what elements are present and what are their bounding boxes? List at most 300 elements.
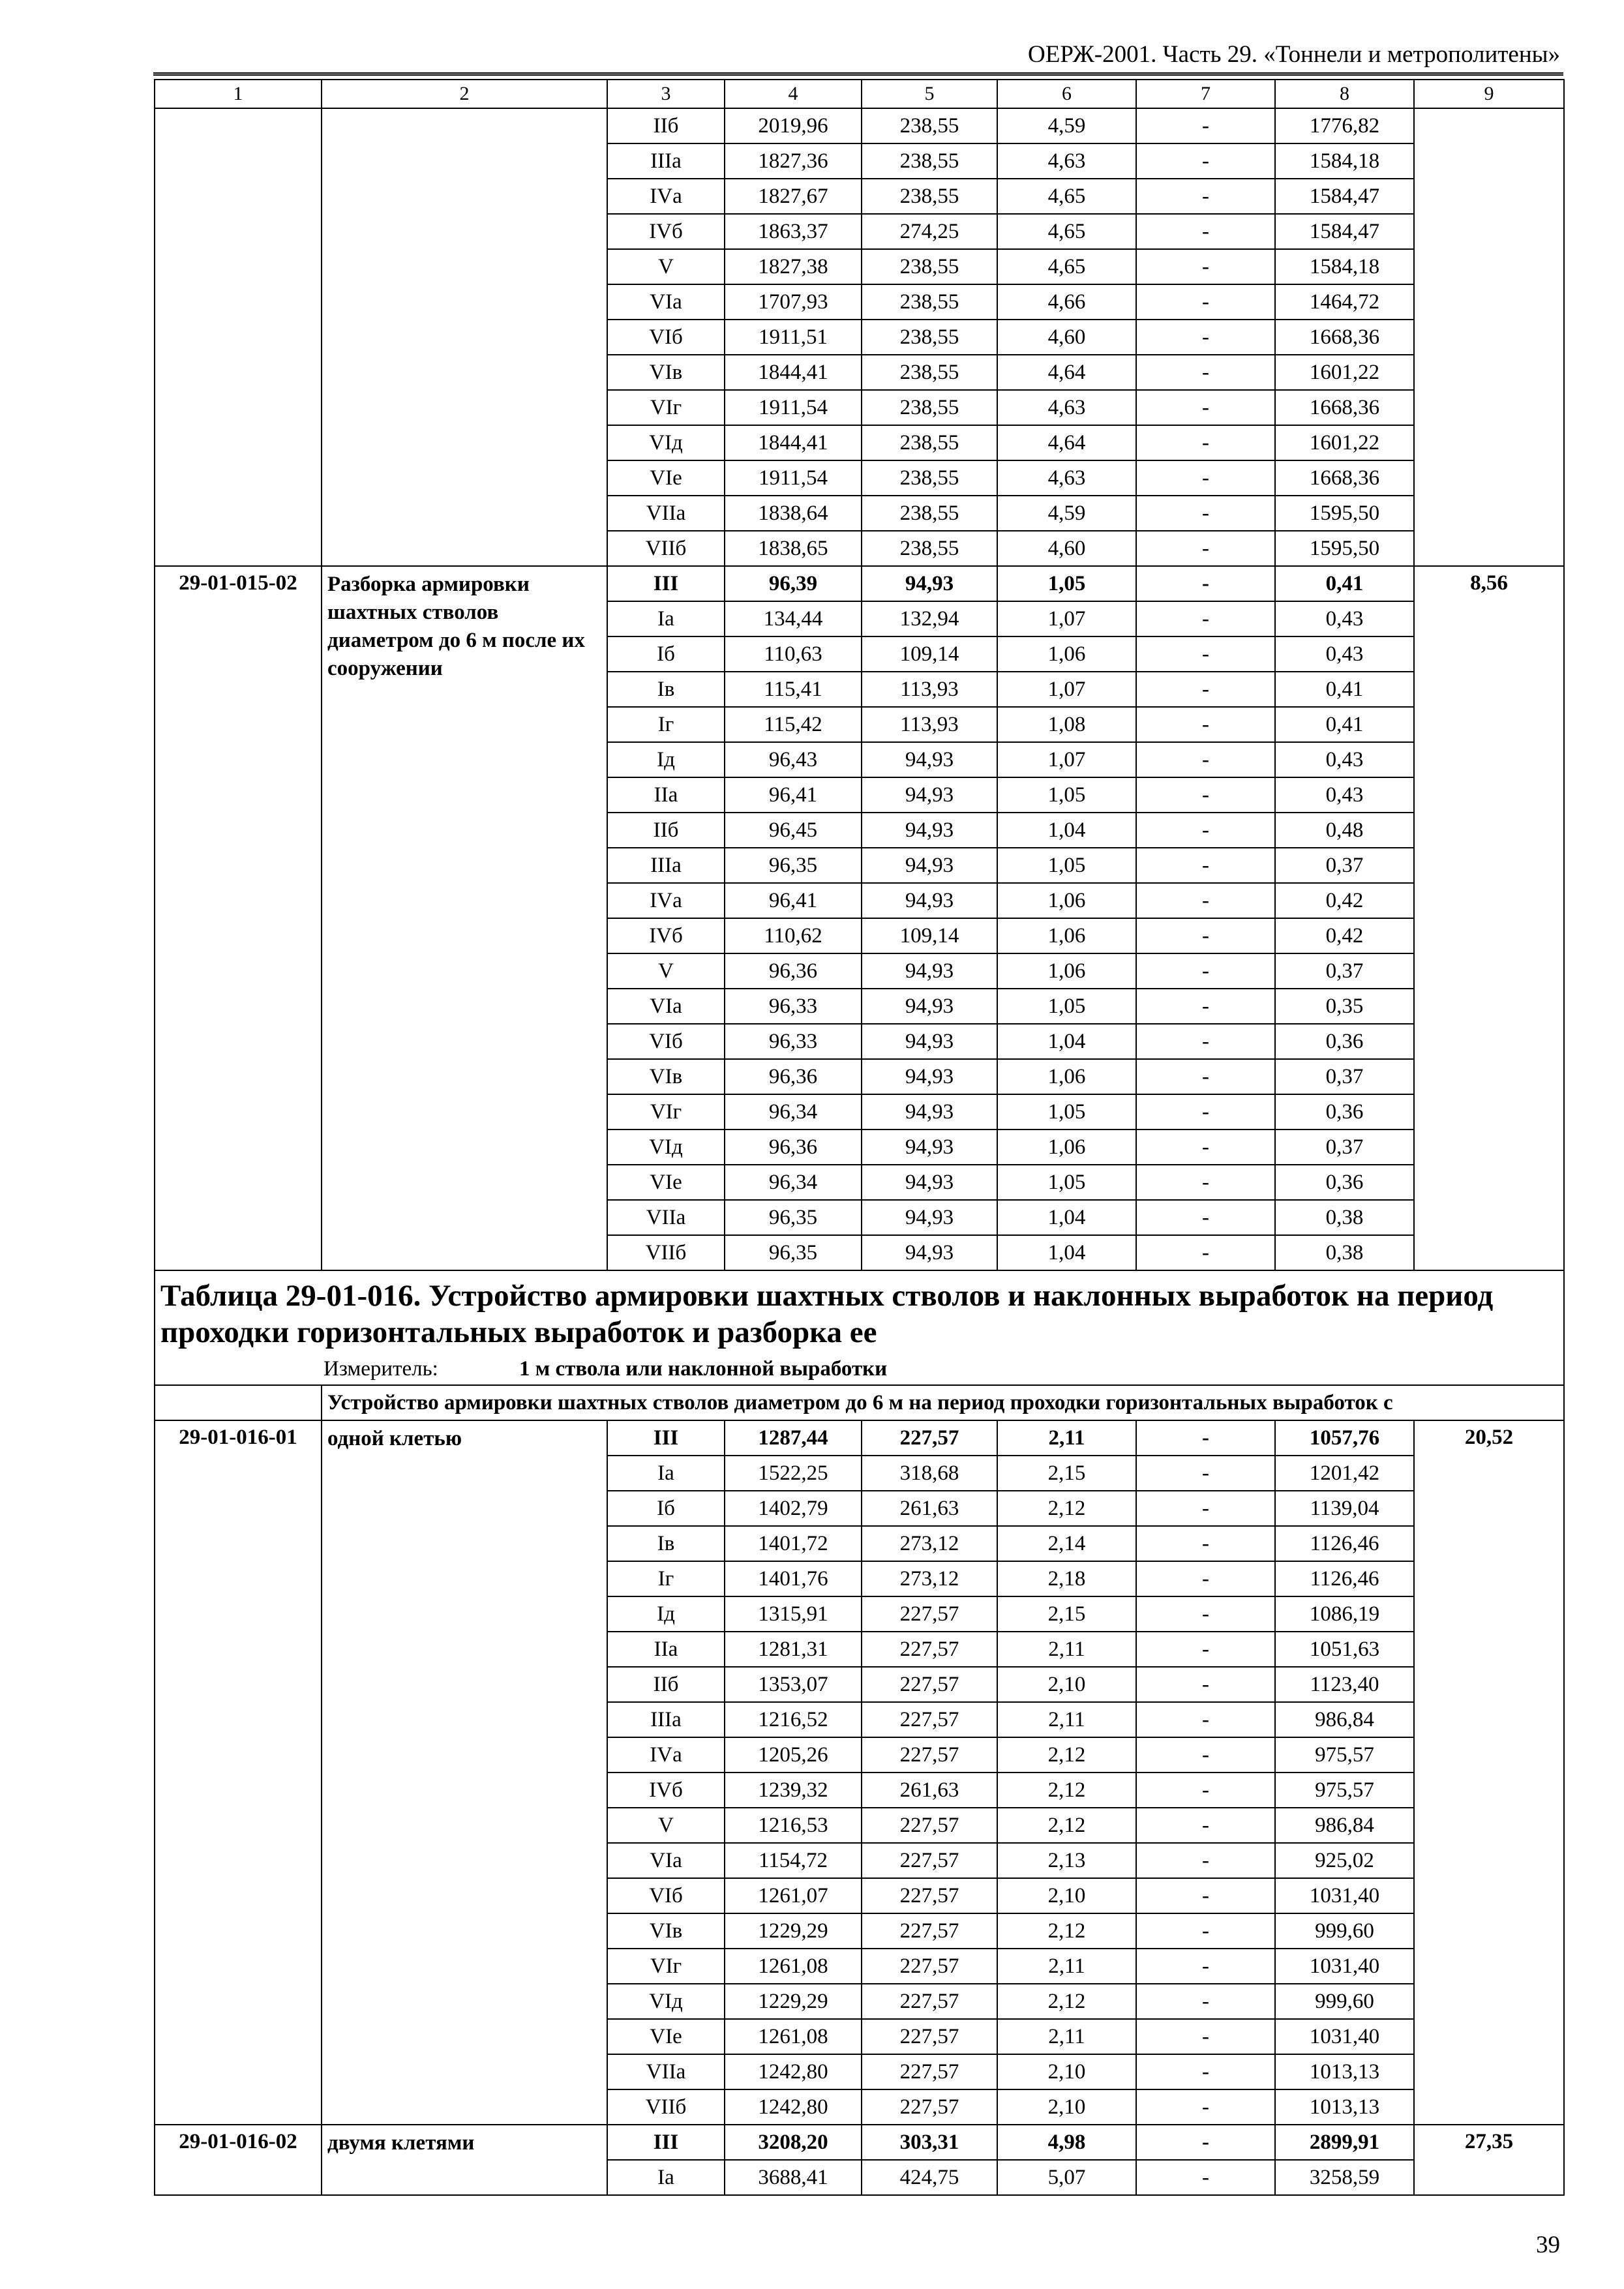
value-cell: 4,65 (997, 179, 1136, 214)
value-cell: 0,43 (1275, 601, 1414, 636)
value-cell: 94,93 (862, 1200, 997, 1235)
value-cell: 2,11 (997, 2019, 1136, 2054)
zone-cell: VIе (607, 460, 725, 496)
value-cell: 2,10 (997, 1878, 1136, 1913)
zone-cell: IIIа (607, 143, 725, 179)
value-cell: 96,35 (725, 1200, 862, 1235)
value-cell: 1584,47 (1275, 214, 1414, 249)
value-cell: 1522,25 (725, 1456, 862, 1491)
page-number: 39 (1536, 2232, 1560, 2258)
zone-cell: III (607, 566, 725, 601)
value-cell: 2,18 (997, 1561, 1136, 1596)
column-number: 3 (607, 80, 725, 108)
value-cell: 925,02 (1275, 1843, 1414, 1878)
value-cell: - (1136, 1667, 1275, 1702)
value-cell: 2,12 (997, 1808, 1136, 1843)
value-cell: - (1136, 1949, 1275, 1984)
value-cell: 1229,29 (725, 1913, 862, 1949)
value-cell: 1464,72 (1275, 284, 1414, 320)
value-cell: - (1136, 284, 1275, 320)
value-cell: 4,59 (997, 496, 1136, 531)
value-cell: - (1136, 1632, 1275, 1667)
value-cell: 94,93 (862, 953, 997, 989)
unit-value: 1 м ствола или наклонной выработки (519, 1357, 888, 1381)
zone-cell: VIд (607, 425, 725, 460)
value-cell: - (1136, 848, 1275, 883)
column-number: 6 (997, 80, 1136, 108)
value-cell: 96,34 (725, 1094, 862, 1130)
value-cell: 1668,36 (1275, 460, 1414, 496)
value-cell: 238,55 (862, 496, 997, 531)
value-cell: 1013,13 (1275, 2054, 1414, 2089)
zone-cell: IVа (607, 883, 725, 918)
value-cell: 0,41 (1275, 707, 1414, 742)
zone-cell: VIв (607, 355, 725, 390)
zone-cell: VIIб (607, 531, 725, 566)
column-number: 2 (322, 80, 607, 108)
value-cell: 227,57 (862, 1702, 997, 1737)
zone-cell: VIг (607, 1094, 725, 1130)
zone-cell: IIа (607, 1632, 725, 1667)
table-row (155, 566, 1564, 601)
zone-cell: IVа (607, 179, 725, 214)
value-cell: 4,65 (997, 249, 1136, 284)
table-title-cell (155, 1270, 1564, 1385)
value-cell: - (1136, 918, 1275, 953)
value-cell: 0,48 (1275, 813, 1414, 848)
table-row (155, 1420, 1564, 1456)
value-cell: 1844,41 (725, 355, 862, 390)
value-cell: - (1136, 1059, 1275, 1094)
value-cell: 3688,41 (725, 2160, 862, 2195)
value-cell: 0,43 (1275, 742, 1414, 777)
value-cell: 2,12 (997, 1491, 1136, 1526)
col9-cell: 20,52 (1414, 1420, 1564, 2125)
value-cell: 0,43 (1275, 636, 1414, 672)
value-cell: 0,38 (1275, 1200, 1414, 1235)
value-cell: 1242,80 (725, 2054, 862, 2089)
zone-cell: Iг (607, 707, 725, 742)
column-number-row (155, 80, 1564, 108)
value-cell: 1353,07 (725, 1667, 862, 1702)
description-cell: двумя клетями (322, 2125, 607, 2195)
value-cell: 4,63 (997, 143, 1136, 179)
value-cell: - (1136, 460, 1275, 496)
column-number: 7 (1136, 80, 1275, 108)
value-cell: 1595,50 (1275, 531, 1414, 566)
value-cell: 94,93 (862, 1059, 997, 1094)
value-cell: 1057,76 (1275, 1420, 1414, 1456)
value-cell: 134,44 (725, 601, 862, 636)
value-cell: - (1136, 1235, 1275, 1270)
value-cell: 96,35 (725, 848, 862, 883)
zone-cell: IVб (607, 214, 725, 249)
value-cell: 238,55 (862, 460, 997, 496)
value-cell: 2,15 (997, 1456, 1136, 1491)
value-cell: 227,57 (862, 1984, 997, 2019)
value-cell: 0,37 (1275, 1059, 1414, 1094)
value-cell: 96,43 (725, 742, 862, 777)
value-cell: 227,57 (862, 2054, 997, 2089)
value-cell: 2,11 (997, 1949, 1136, 1984)
value-cell: 1401,76 (725, 1561, 862, 1596)
value-cell: 1,08 (997, 707, 1136, 742)
zone-cell: VIIа (607, 496, 725, 531)
zone-cell: IIб (607, 108, 725, 143)
value-cell: 96,41 (725, 883, 862, 918)
value-cell: 1584,47 (1275, 179, 1414, 214)
value-cell: 0,42 (1275, 918, 1414, 953)
value-cell: 96,39 (725, 566, 862, 601)
value-cell: 999,60 (1275, 1913, 1414, 1949)
value-cell: 1707,93 (725, 284, 862, 320)
zone-cell: V (607, 249, 725, 284)
value-cell: 110,62 (725, 918, 862, 953)
value-cell: 94,93 (862, 883, 997, 918)
value-cell: 2,14 (997, 1526, 1136, 1561)
zone-cell: VIа (607, 284, 725, 320)
value-cell: 94,93 (862, 742, 997, 777)
zone-cell: VIа (607, 989, 725, 1024)
zone-cell: VIе (607, 1165, 725, 1200)
table-heading: Таблица 29-01-016. Устройство армировки шахтных стволов и наклонных выработок на период проходки горизонтальных выработок и разборка ее (160, 1279, 1494, 1349)
value-cell: 238,55 (862, 179, 997, 214)
zone-cell: III (607, 1420, 725, 1456)
zone-cell: VIIб (607, 1235, 725, 1270)
zone-cell: VIе (607, 2019, 725, 2054)
value-cell: 2,12 (997, 1773, 1136, 1808)
value-cell: 1086,19 (1275, 1596, 1414, 1632)
zone-cell: IIб (607, 813, 725, 848)
value-cell: - (1136, 1491, 1275, 1526)
value-cell: 1315,91 (725, 1596, 862, 1632)
value-cell: 1229,29 (725, 1984, 862, 2019)
zone-cell: V (607, 953, 725, 989)
value-cell: 3208,20 (725, 2125, 862, 2160)
value-cell: 2,13 (997, 1843, 1136, 1878)
value-cell: 1287,44 (725, 1420, 862, 1456)
value-cell: 1261,08 (725, 1949, 862, 1984)
value-cell: 113,93 (862, 672, 997, 707)
value-cell: - (1136, 953, 1275, 989)
zone-cell: VIа (607, 1843, 725, 1878)
value-cell: 1,06 (997, 636, 1136, 672)
value-cell: - (1136, 143, 1275, 179)
value-cell: 94,93 (862, 848, 997, 883)
value-cell: - (1136, 1737, 1275, 1773)
zone-cell: VIд (607, 1984, 725, 2019)
zone-cell: IIIа (607, 1702, 725, 1737)
value-cell: 238,55 (862, 249, 997, 284)
value-cell: 1,04 (997, 813, 1136, 848)
value-cell: 96,36 (725, 1059, 862, 1094)
value-cell: 2,10 (997, 2089, 1136, 2125)
value-cell: 1401,72 (725, 1526, 862, 1561)
value-cell: 94,93 (862, 1094, 997, 1130)
value-cell: 1911,54 (725, 460, 862, 496)
value-cell: 303,31 (862, 2125, 997, 2160)
value-cell: - (1136, 566, 1275, 601)
value-cell: 4,64 (997, 355, 1136, 390)
value-cell: 0,36 (1275, 1165, 1414, 1200)
value-cell: 227,57 (862, 2019, 997, 2054)
value-cell: 274,25 (862, 214, 997, 249)
value-cell: 2,11 (997, 1420, 1136, 1456)
value-cell: 1911,54 (725, 390, 862, 425)
value-cell: 2,10 (997, 1667, 1136, 1702)
value-cell: 96,33 (725, 989, 862, 1024)
value-cell: - (1136, 531, 1275, 566)
value-cell: 0,37 (1275, 1130, 1414, 1165)
value-cell: 4,98 (997, 2125, 1136, 2160)
value-cell: 1261,08 (725, 2019, 862, 2054)
value-cell: 238,55 (862, 531, 997, 566)
zone-cell: Iа (607, 601, 725, 636)
value-cell: 227,57 (862, 1949, 997, 1984)
value-cell: - (1136, 2160, 1275, 2195)
value-cell: 109,14 (862, 918, 997, 953)
zone-cell: Iд (607, 742, 725, 777)
value-cell: 0,37 (1275, 848, 1414, 883)
value-cell: 1,05 (997, 848, 1136, 883)
value-cell: 2,10 (997, 2054, 1136, 2089)
value-cell: 999,60 (1275, 1984, 1414, 2019)
value-cell: - (1136, 108, 1275, 143)
value-cell: 1668,36 (1275, 390, 1414, 425)
value-cell: 2,15 (997, 1596, 1136, 1632)
value-cell: - (1136, 2054, 1275, 2089)
value-cell: - (1136, 390, 1275, 425)
value-cell: 1595,50 (1275, 496, 1414, 531)
value-cell: - (1136, 320, 1275, 355)
value-cell: 227,57 (862, 1843, 997, 1878)
value-cell: 96,35 (725, 1235, 862, 1270)
zone-cell: Iа (607, 1456, 725, 1491)
value-cell: 238,55 (862, 320, 997, 355)
value-cell: 4,59 (997, 108, 1136, 143)
value-cell: 975,57 (1275, 1773, 1414, 1808)
value-cell: 227,57 (862, 1596, 997, 1632)
value-cell: 424,75 (862, 2160, 997, 2195)
value-cell: 96,33 (725, 1024, 862, 1059)
code-cell (155, 1385, 322, 1420)
code-cell: 29-01-016-01 (155, 1420, 322, 2125)
value-cell: - (1136, 1984, 1275, 2019)
description-cell (322, 108, 607, 566)
value-cell: 1205,26 (725, 1737, 862, 1773)
value-cell: 1,06 (997, 1059, 1136, 1094)
value-cell: 2,12 (997, 1913, 1136, 1949)
value-cell: 96,36 (725, 953, 862, 989)
value-cell: - (1136, 1913, 1275, 1949)
value-cell: 1126,46 (1275, 1561, 1414, 1596)
zone-cell: VIб (607, 320, 725, 355)
value-cell: 94,93 (862, 989, 997, 1024)
value-cell: - (1136, 1878, 1275, 1913)
zone-cell: Iг (607, 1561, 725, 1596)
subheading-row (155, 1385, 1564, 1420)
value-cell: 2019,96 (725, 108, 862, 143)
zone-cell: Iд (607, 1596, 725, 1632)
value-cell: - (1136, 1420, 1275, 1456)
value-cell: 0,41 (1275, 566, 1414, 601)
value-cell: - (1136, 1130, 1275, 1165)
value-cell: 986,84 (1275, 1808, 1414, 1843)
value-cell: 1123,40 (1275, 1667, 1414, 1702)
zone-cell: IIа (607, 777, 725, 813)
value-cell: 238,55 (862, 284, 997, 320)
column-number: 5 (862, 80, 997, 108)
value-cell: 2,12 (997, 1737, 1136, 1773)
value-cell: 227,57 (862, 1420, 997, 1456)
value-cell: 1,05 (997, 1165, 1136, 1200)
value-cell: 4,60 (997, 531, 1136, 566)
value-cell: 1,04 (997, 1024, 1136, 1059)
value-cell: - (1136, 1808, 1275, 1843)
value-cell: 4,63 (997, 460, 1136, 496)
value-cell: 1201,42 (1275, 1456, 1414, 1491)
value-cell: 94,93 (862, 777, 997, 813)
value-cell: 1911,51 (725, 320, 862, 355)
value-cell: - (1136, 1526, 1275, 1561)
code-cell: 29-01-015-02 (155, 566, 322, 1270)
zone-cell: IIIа (607, 848, 725, 883)
value-cell: - (1136, 1456, 1275, 1491)
zone-cell: VIб (607, 1024, 725, 1059)
value-cell: 1838,64 (725, 496, 862, 531)
table-row (155, 108, 1564, 143)
value-cell: 975,57 (1275, 1737, 1414, 1773)
zone-cell: Iб (607, 636, 725, 672)
value-cell: 1126,46 (1275, 1526, 1414, 1561)
col9-cell: 27,35 (1414, 2125, 1564, 2195)
value-cell: 1031,40 (1275, 1949, 1414, 1984)
value-cell: 227,57 (862, 1632, 997, 1667)
description-cell: Разборка армировки шахтных стволов диаметром до 6 м после их сооружении (322, 566, 607, 1270)
value-cell: 1239,32 (725, 1773, 862, 1808)
value-cell: 94,93 (862, 1165, 997, 1200)
value-cell: 1216,53 (725, 1808, 862, 1843)
value-cell: 238,55 (862, 425, 997, 460)
value-cell: - (1136, 601, 1275, 636)
zone-cell: III (607, 2125, 725, 2160)
value-cell: 4,66 (997, 284, 1136, 320)
value-cell: 96,41 (725, 777, 862, 813)
value-cell: 115,42 (725, 707, 862, 742)
value-cell: 227,57 (862, 1808, 997, 1843)
value-cell: 1,07 (997, 672, 1136, 707)
value-cell: 1,05 (997, 777, 1136, 813)
value-cell: - (1136, 1561, 1275, 1596)
value-cell: 2899,91 (1275, 2125, 1414, 2160)
value-cell: 1,06 (997, 953, 1136, 989)
value-cell: 273,12 (862, 1561, 997, 1596)
norms-table (154, 79, 1565, 2196)
value-cell: 1827,38 (725, 249, 862, 284)
zone-cell: VIв (607, 1913, 725, 1949)
value-cell: 0,41 (1275, 672, 1414, 707)
value-cell: - (1136, 2125, 1275, 2160)
value-cell: - (1136, 989, 1275, 1024)
value-cell: 2,12 (997, 1984, 1136, 2019)
value-cell: 0,36 (1275, 1094, 1414, 1130)
value-cell: 1013,13 (1275, 2089, 1414, 2125)
zone-cell: IIб (607, 1667, 725, 1702)
value-cell: 115,41 (725, 672, 862, 707)
value-cell: 4,63 (997, 390, 1136, 425)
zone-cell: VIг (607, 390, 725, 425)
zone-cell: Iб (607, 1491, 725, 1526)
value-cell: 1031,40 (1275, 2019, 1414, 2054)
header-title: ОЕРЖ-2001. Часть 29. «Тоннели и метрополитены» (1028, 41, 1560, 68)
value-cell: 94,93 (862, 1024, 997, 1059)
zone-cell: VIIа (607, 1200, 725, 1235)
value-cell: 261,63 (862, 1773, 997, 1808)
value-cell: 1031,40 (1275, 1878, 1414, 1913)
value-cell: - (1136, 883, 1275, 918)
value-cell: 0,37 (1275, 953, 1414, 989)
value-cell: 1,06 (997, 918, 1136, 953)
zone-cell: Iв (607, 672, 725, 707)
value-cell: 0,38 (1275, 1235, 1414, 1270)
zone-cell: IVа (607, 1737, 725, 1773)
value-cell: 1,07 (997, 742, 1136, 777)
description-cell: одной клетью (322, 1420, 607, 2125)
value-cell: 94,93 (862, 813, 997, 848)
zone-cell: Iа (607, 2160, 725, 2195)
value-cell: 132,94 (862, 601, 997, 636)
value-cell: 1154,72 (725, 1843, 862, 1878)
value-cell: 1,04 (997, 1235, 1136, 1270)
value-cell: - (1136, 1094, 1275, 1130)
value-cell: 227,57 (862, 1913, 997, 1949)
value-cell: 3258,59 (1275, 2160, 1414, 2195)
value-cell: 5,07 (997, 2160, 1136, 2195)
value-cell: 94,93 (862, 1235, 997, 1270)
value-cell: 1,05 (997, 1094, 1136, 1130)
value-cell: - (1136, 672, 1275, 707)
value-cell: 1601,22 (1275, 355, 1414, 390)
value-cell: 318,68 (862, 1456, 997, 1491)
value-cell: 1844,41 (725, 425, 862, 460)
value-cell: - (1136, 496, 1275, 531)
value-cell: 1,06 (997, 883, 1136, 918)
zone-cell: VIд (607, 1130, 725, 1165)
value-cell: 227,57 (862, 1737, 997, 1773)
value-cell: 96,34 (725, 1165, 862, 1200)
table-row (155, 2125, 1564, 2160)
zone-cell: IVб (607, 918, 725, 953)
value-cell: - (1136, 636, 1275, 672)
value-cell: 1584,18 (1275, 143, 1414, 179)
value-cell: - (1136, 355, 1275, 390)
value-cell: 1838,65 (725, 531, 862, 566)
value-cell: - (1136, 1843, 1275, 1878)
zone-cell: VIIа (607, 2054, 725, 2089)
value-cell: - (1136, 249, 1275, 284)
value-cell: - (1136, 1596, 1275, 1632)
value-cell: - (1136, 1200, 1275, 1235)
value-cell: - (1136, 742, 1275, 777)
value-cell: 1242,80 (725, 2089, 862, 2125)
zone-cell: V (607, 1808, 725, 1843)
value-cell: - (1136, 813, 1275, 848)
value-cell: 96,45 (725, 813, 862, 848)
value-cell: 1402,79 (725, 1491, 862, 1526)
column-number: 4 (725, 80, 862, 108)
unit-line (160, 1356, 1558, 1382)
value-cell: 986,84 (1275, 1702, 1414, 1737)
